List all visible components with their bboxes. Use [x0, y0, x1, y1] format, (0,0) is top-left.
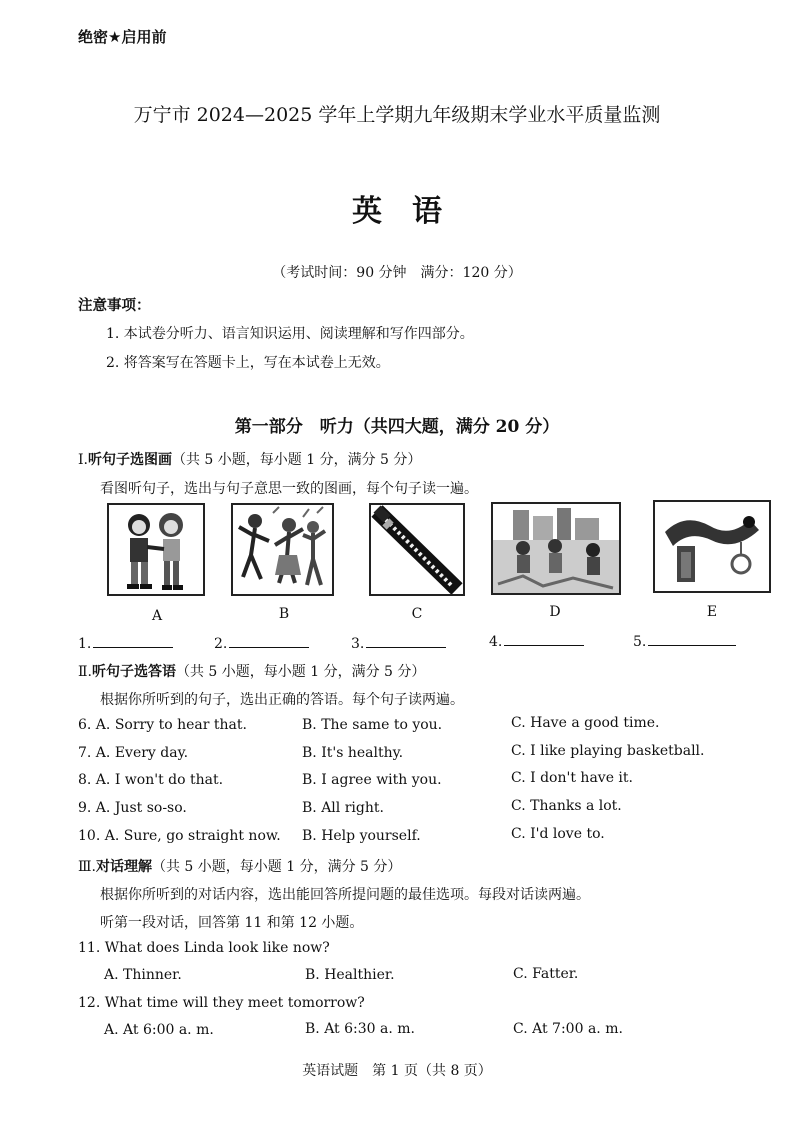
handshake-illustration [109, 505, 203, 594]
picture-a [107, 503, 205, 596]
blank-line[interactable] [93, 635, 173, 648]
zipper-illustration [371, 505, 463, 594]
dancing-illustration [233, 505, 332, 594]
section2-instruction: 根据你所听到的句子，选出正确的答语。每个句子读两遍。 [100, 692, 464, 708]
dragon-dance-illustration [655, 502, 769, 591]
blank-line[interactable] [648, 633, 736, 646]
option-b[interactable]: B. It's healthy. [302, 745, 404, 761]
picture-label-c: C [411, 606, 423, 622]
option-c[interactable]: C. Thanks a lot. [511, 798, 622, 814]
section-number: Ⅰ. [78, 452, 88, 468]
picture-label-d: D [549, 604, 561, 620]
picture-c [369, 503, 465, 596]
section-number: Ⅱ. [78, 664, 92, 680]
option-b[interactable]: B. The same to you. [302, 717, 443, 733]
street-scene-illustration [493, 504, 619, 593]
blank-number: 5. [633, 634, 647, 650]
option-b[interactable]: B. Help yourself. [302, 828, 421, 844]
option-b[interactable]: B. I agree with you. [302, 772, 442, 788]
section2-heading [78, 661, 425, 681]
option-a[interactable]: 6. A. Sorry to hear that. [78, 717, 247, 733]
answer-blank[interactable] [489, 633, 584, 650]
exam-title: 万宁市 2024—2025 学年上学期九年级期末学业水平质量监测 [133, 104, 661, 126]
notice-item: 2. 将答案写在答题卡上，写在本试卷上无效。 [106, 355, 390, 371]
picture-label-a: A [151, 608, 163, 624]
picture-label-b: B [278, 606, 290, 622]
page-footer: 英语试题 第 1 页（共 8 页） [302, 1063, 492, 1079]
section-scoring: （共 5 小题，每小题 1 分，满分 5 分） [175, 664, 426, 680]
answer-blank[interactable] [214, 635, 309, 652]
option-b[interactable]: B. All right. [302, 800, 384, 816]
section-scoring: （共 5 小题，每小题 1 分，满分 5 分） [151, 859, 402, 875]
option-c[interactable]: C. I like playing basketball. [511, 743, 705, 759]
option-a[interactable]: 9. A. Just so-so. [78, 800, 187, 816]
blank-number: 3. [351, 636, 365, 652]
option-b[interactable]: B. At 6:30 a. m. [305, 1021, 415, 1037]
notice-item: 1. 本试卷分听力、语言知识运用、阅读理解和写作四部分。 [106, 326, 474, 342]
notice-heading: 注意事项： [78, 298, 151, 314]
option-a[interactable]: 8. A. I won't do that. [78, 772, 224, 788]
section3-heading [78, 856, 401, 876]
answer-blank[interactable] [78, 635, 173, 652]
section-title: 听句子选图画 [87, 452, 172, 468]
picture-b [231, 503, 334, 596]
option-a[interactable]: 10. A. Sure, go straight now. [78, 828, 281, 844]
section-number: Ⅲ. [78, 859, 96, 875]
picture-label-e: E [706, 604, 718, 620]
blank-line[interactable] [366, 635, 446, 648]
section1-heading [78, 449, 421, 469]
time-info: （考试时间：90 分钟 满分：120 分） [272, 265, 522, 281]
option-a[interactable]: A. Thinner. [104, 967, 182, 983]
section1-instruction: 看图听句子，选出与句子意思一致的图画，每个句子读一遍。 [100, 481, 478, 497]
blank-line[interactable] [229, 635, 309, 648]
option-b[interactable]: B. Healthier. [305, 967, 395, 983]
section-title: 听句子选答语 [91, 664, 176, 680]
blank-number: 1. [78, 636, 92, 652]
blank-number: 2. [214, 636, 228, 652]
picture-e [653, 500, 771, 593]
section3-instruction: 根据你所听到的对话内容，选出能回答所提问题的最佳选项。每段对话读两遍。 [100, 887, 590, 903]
picture-d [491, 502, 621, 595]
option-c[interactable]: C. At 7:00 a. m. [513, 1021, 623, 1037]
confidential-mark: 绝密★启用前 [78, 28, 167, 46]
question-stem: 11. What does Linda look like now? [78, 940, 330, 956]
answer-blank[interactable] [633, 633, 736, 650]
option-c[interactable]: C. Have a good time. [511, 715, 660, 731]
section3-sub-instruction: 听第一段对话，回答第 11 和第 12 小题。 [100, 915, 364, 931]
option-a[interactable]: A. At 6:00 a. m. [104, 1022, 214, 1038]
section-scoring: （共 5 小题，每小题 1 分，满分 5 分） [171, 452, 422, 468]
question-stem: 12. What time will they meet tomorrow? [78, 995, 365, 1011]
option-c[interactable]: C. I'd love to. [511, 826, 605, 842]
option-c[interactable]: C. Fatter. [513, 966, 579, 982]
section-title: 对话理解 [95, 859, 152, 875]
blank-line[interactable] [504, 633, 584, 646]
subject-title: 英语 [352, 194, 472, 229]
part1-heading: 第一部分 听力（共四大题，满分 20 分） [234, 417, 560, 437]
option-a[interactable]: 7. A. Every day. [78, 745, 189, 761]
blank-number: 4. [489, 634, 503, 650]
option-c[interactable]: C. I don't have it. [511, 770, 633, 786]
answer-blank[interactable] [351, 635, 446, 652]
